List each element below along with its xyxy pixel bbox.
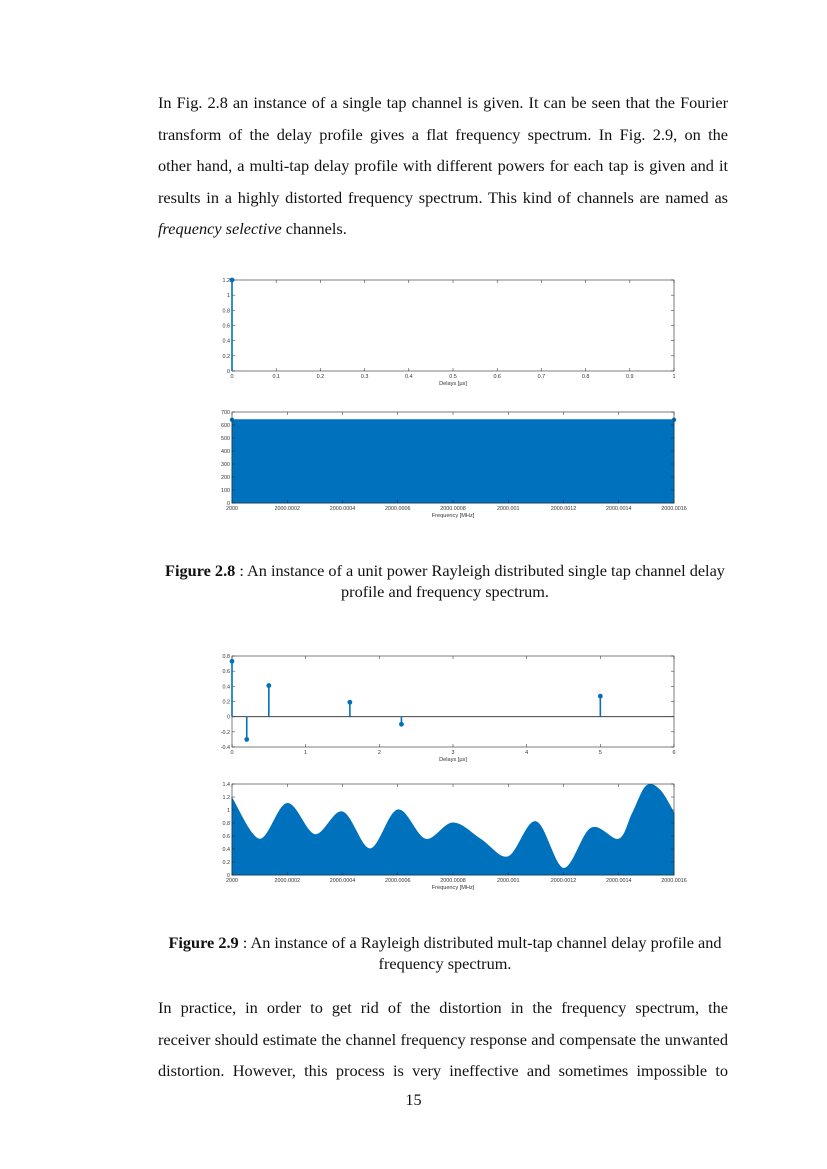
x-tick-label: 0.1 — [272, 374, 280, 380]
x-tick-label: 2000 — [226, 878, 238, 884]
x-tick-label: 2000.0008 — [440, 878, 466, 884]
figure-label: Figure 2.9 — [168, 933, 239, 952]
x-tick-label: 2000.0016 — [661, 506, 687, 512]
plot-frame — [232, 280, 674, 371]
y-tick-label: 0.4 — [222, 847, 230, 853]
x-tick-label: 2000.0016 — [661, 878, 687, 884]
x-tick-label: 2 — [377, 750, 381, 756]
plot-frame — [232, 656, 674, 747]
x-tick-label: 2000.0014 — [606, 878, 632, 884]
spectrum-area — [232, 784, 674, 875]
x-tick-label: 2000.0006 — [385, 506, 411, 512]
x-tick-label: 1 — [672, 374, 676, 380]
y-tick-label: 600 — [221, 423, 230, 429]
paragraph-line: transform of the delay profile gives a flat frequency spectrum. In Fig. 2.9, on the — [158, 124, 728, 144]
x-tick-label: 2000.0002 — [274, 878, 300, 884]
caption-text: An instance of a unit power Rayleigh distributed single tap channel delay — [247, 561, 725, 580]
y-tick-label: 1.4 — [222, 782, 230, 788]
y-tick-label: 400 — [221, 449, 230, 455]
x-tick-label: 2000.0004 — [329, 506, 356, 512]
frequency-spectrum-plot-selective — [200, 774, 690, 899]
x-tick-label: 0.7 — [537, 374, 546, 380]
y-tick-label: 0 — [227, 501, 230, 507]
paragraph-line: In practice, in order to get rid of the distortion in the frequency spectrum, the — [158, 998, 728, 1017]
x-tick-label: 0.3 — [360, 374, 369, 380]
x-tick-label: 2000.001 — [497, 878, 520, 884]
x-tick-label: 0.8 — [581, 374, 590, 380]
spectrum-area — [232, 420, 674, 503]
figure-2-9-spectrum-chart — [200, 774, 690, 899]
y-tick-label: 0.6 — [222, 834, 230, 840]
caption-text: An instance of a Rayleigh distributed mult-tap channel delay profile and — [250, 933, 722, 952]
practice-paragraph — [158, 992, 728, 1087]
caption-text: profile and frequency spectrum. — [341, 582, 549, 601]
delay-profile-plot-single — [200, 270, 690, 395]
y-tick-label: 0.2 — [222, 353, 230, 360]
y-tick-label: 1 — [227, 293, 230, 300]
y-tick-label: 0.4 — [222, 338, 230, 345]
stem-marker — [598, 694, 603, 699]
x-tick-label: 2000.0012 — [550, 506, 577, 512]
y-tick-label: -0.2 — [220, 729, 230, 736]
stem-marker — [399, 722, 404, 727]
x-tick-label: 2000 — [226, 506, 238, 512]
stem-marker — [347, 700, 352, 705]
y-tick-label: 500 — [221, 436, 230, 442]
paragraph-line: In Fig. 2.8 an instance of a single tap channel is given. It can be seen that the Fourier — [158, 93, 728, 112]
x-axis-label: Frequency [MHz] — [431, 885, 475, 891]
italic-term: frequency selective — [158, 219, 282, 238]
x-tick-label: 0.5 — [449, 374, 457, 380]
delay-profile-plot-multi — [200, 646, 690, 771]
y-tick-label: 0.8 — [222, 308, 230, 315]
x-tick-label: 5 — [598, 750, 602, 756]
x-tick-label: 0.6 — [493, 374, 501, 380]
figure-2-8-delay-chart — [200, 270, 690, 395]
x-tick-label: 0.9 — [626, 374, 634, 380]
x-tick-label: 2000.0008 — [440, 506, 466, 512]
x-tick-label: 3 — [451, 750, 455, 756]
x-tick-label: 2000.0012 — [550, 878, 577, 884]
figure-2-9-caption: Figure 2.9 : An instance of a Rayleigh distributed mult-tap channel delay profile and frequency spectrum. — [168, 933, 722, 973]
stem-marker — [266, 683, 271, 688]
x-axis-label: Delays [μs] — [439, 757, 467, 763]
x-tick-label: 6 — [672, 750, 676, 756]
y-tick-label: 0.4 — [222, 684, 230, 691]
y-tick-label: 0.2 — [222, 860, 230, 866]
page-number: 15 — [405, 1090, 422, 1109]
x-tick-label: 2000.0002 — [274, 506, 300, 512]
x-tick-label: 4 — [525, 750, 529, 756]
x-tick-label: 0 — [230, 374, 234, 380]
y-tick-label: 1.2 — [222, 795, 230, 801]
intro-paragraph — [158, 87, 728, 245]
x-axis-label: Delays [μs] — [439, 381, 467, 387]
frequency-spectrum-plot-flat — [200, 402, 690, 527]
paragraph-line: results in a highly distorted frequency spectrum. This kind of channels are named as — [158, 187, 728, 207]
y-tick-label: 0 — [227, 714, 230, 721]
y-tick-label: 0 — [227, 873, 230, 879]
paragraph-line — [158, 213, 728, 245]
stem-marker — [230, 278, 235, 283]
y-tick-label: 1.2 — [222, 278, 230, 284]
x-tick-label: 2000.0004 — [329, 878, 356, 884]
y-tick-label: 0.8 — [222, 821, 230, 827]
paragraph-line-rest: channels. — [281, 219, 347, 238]
y-tick-label: 0.2 — [222, 699, 230, 706]
paragraph-line: distortion. However, this process is very ineffective and sometimes impossible to — [158, 1061, 728, 1080]
y-tick-label: 1 — [227, 808, 230, 814]
figure-label: Figure 2.8 — [165, 561, 236, 580]
figure-2-8-spectrum-chart — [200, 402, 690, 527]
y-tick-label: 200 — [221, 475, 230, 481]
x-tick-label: 2000.0014 — [606, 506, 632, 512]
paragraph-line: receiver should estimate the channel frequency response and compensate the unwanted — [158, 1029, 728, 1049]
stem-marker — [244, 737, 249, 742]
y-tick-label: 0.6 — [222, 669, 230, 676]
y-tick-label: 300 — [221, 462, 230, 468]
x-tick-label: 1 — [304, 750, 308, 756]
stem-marker — [230, 659, 235, 664]
paragraph-line: other hand, a multi-tap delay profile with different powers for each tap is given and it — [158, 156, 728, 175]
y-tick-label: 0.6 — [222, 323, 230, 330]
x-tick-label: 2000.001 — [497, 506, 520, 512]
y-tick-label: 0 — [227, 369, 230, 375]
y-tick-label: 700 — [221, 410, 230, 416]
y-tick-label: 0.8 — [222, 654, 230, 660]
y-tick-label: -0.4 — [220, 745, 230, 751]
x-tick-label: 0 — [230, 750, 234, 756]
figure-2-8-caption: Figure 2.8 : An instance of a unit power Rayleigh distributed single tap channel delay profile and frequency spectrum. — [165, 561, 725, 601]
x-tick-label: 0.2 — [316, 374, 325, 380]
caption-text: frequency spectrum. — [378, 954, 512, 973]
x-axis-label: Frequency [MHz] — [431, 513, 475, 519]
x-tick-label: 2000.0006 — [385, 878, 411, 884]
y-tick-label: 100 — [221, 488, 230, 494]
figure-2-9-delay-chart — [200, 646, 690, 771]
x-tick-label: 0.4 — [405, 374, 413, 380]
